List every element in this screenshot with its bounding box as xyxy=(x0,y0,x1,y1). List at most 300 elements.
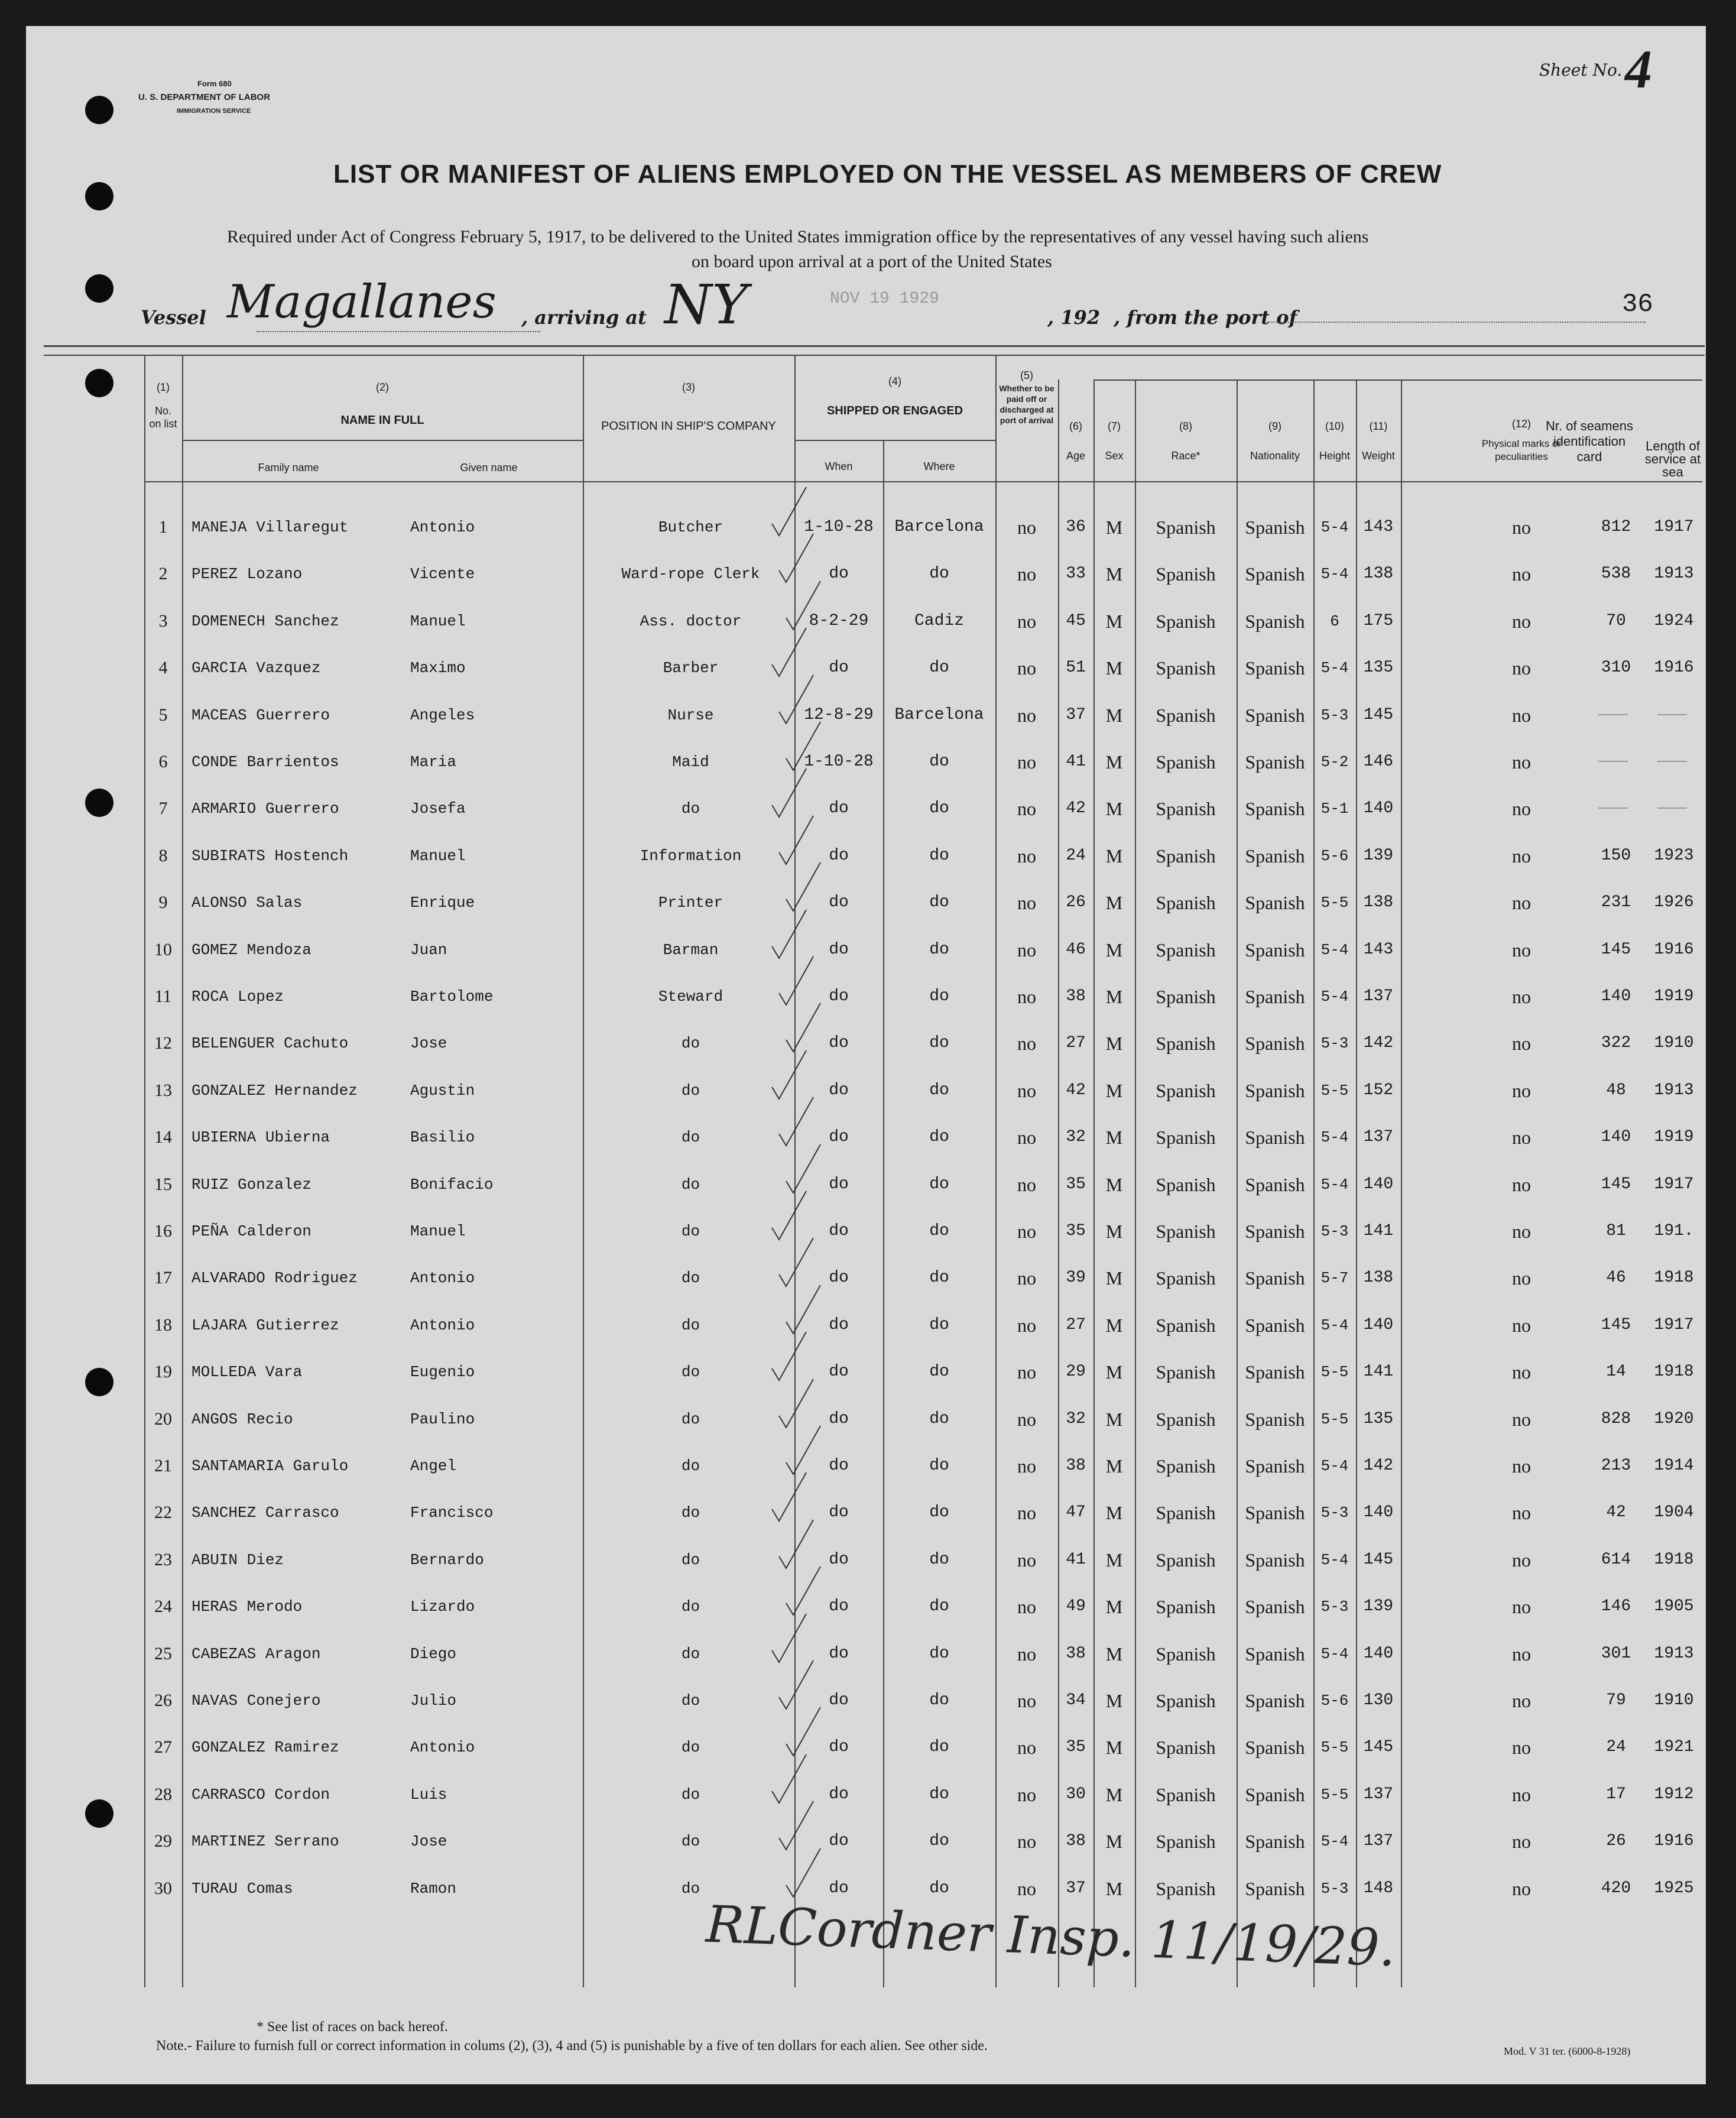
cell-marks: no xyxy=(1512,1033,1531,1054)
cell-family: SANCHEZ Carrasco xyxy=(192,1504,339,1522)
cell-paid: no xyxy=(1017,1549,1036,1571)
col12-heading: Physical marks or peculiarities xyxy=(1481,438,1562,462)
cell-height: 5-4 xyxy=(1320,659,1349,677)
cell-no: 14 xyxy=(154,1127,172,1147)
col4-number: (4) xyxy=(888,375,901,387)
cell-family: ROCA Lopez xyxy=(192,988,284,1006)
cell-where: do xyxy=(929,1034,949,1052)
check-mark xyxy=(786,1285,820,1334)
sheet-number: 4 xyxy=(1625,39,1652,99)
col2a-heading: Family name xyxy=(258,462,319,473)
cell-age: 30 xyxy=(1066,1785,1086,1804)
cell-marks: no xyxy=(1512,1315,1531,1336)
cell-card: 420 xyxy=(1601,1879,1631,1898)
cell-service: 1916 xyxy=(1654,1832,1694,1850)
cell-weight: 139 xyxy=(1363,1597,1394,1616)
cell-weight: 145 xyxy=(1363,1551,1394,1569)
cell-when: do xyxy=(829,659,849,677)
cell-height: 5-5 xyxy=(1320,1786,1349,1804)
col9-heading: Nationality xyxy=(1250,450,1300,462)
cell-no: 29 xyxy=(154,1831,172,1851)
cell-age: 27 xyxy=(1066,1034,1086,1052)
cell-service: 1919 xyxy=(1654,1128,1694,1146)
cell-card: 213 xyxy=(1601,1457,1631,1475)
check-mark xyxy=(779,534,813,582)
cell-given: Jose xyxy=(410,1034,447,1052)
cell-marks: no xyxy=(1512,1455,1531,1477)
col10-heading: Height xyxy=(1319,450,1351,462)
cell-marks: no xyxy=(1512,1690,1531,1711)
cell-given: Bernardo xyxy=(410,1551,484,1569)
cell-race: Spanish xyxy=(1156,1267,1216,1289)
cell-sex: M xyxy=(1105,1878,1123,1899)
cell-nationality: Spanish xyxy=(1245,751,1305,773)
cell-service: 1905 xyxy=(1654,1597,1694,1616)
cell-nationality: Spanish xyxy=(1245,1502,1305,1523)
cell-age: 38 xyxy=(1066,987,1086,1006)
cell-weight: 138 xyxy=(1363,565,1394,583)
cell-paid: no xyxy=(1017,1267,1036,1289)
cell-race: Spanish xyxy=(1156,1033,1216,1054)
cell-service: 1912 xyxy=(1654,1785,1694,1804)
cell-given: Bartolome xyxy=(410,988,494,1006)
cell-position: do xyxy=(681,1645,700,1663)
cell-where: do xyxy=(929,753,949,771)
col3-heading: POSITION IN SHIP'S COMPANY xyxy=(601,420,776,433)
check-mark xyxy=(779,1660,813,1709)
cell-marks: no xyxy=(1512,1878,1531,1899)
cell-sex: M xyxy=(1105,751,1123,773)
cell-height: 5-5 xyxy=(1320,1410,1349,1428)
check-mark xyxy=(772,1614,806,1662)
cell-when: do xyxy=(829,987,849,1006)
cell-race: Spanish xyxy=(1156,939,1216,961)
cell-height: 5-5 xyxy=(1320,1738,1349,1756)
cell-given: Diego xyxy=(410,1645,457,1663)
cell-height: 5-5 xyxy=(1320,894,1349,912)
cell-family: HERAS Merodo xyxy=(192,1598,303,1616)
cell-no: 11 xyxy=(154,987,172,1006)
cell-where: do xyxy=(929,893,949,912)
cell-weight: 140 xyxy=(1363,1503,1394,1522)
cell-no: 27 xyxy=(154,1737,172,1757)
cell-given: Basilio xyxy=(410,1128,475,1146)
cell-height: 5-5 xyxy=(1320,1082,1349,1099)
col12-number: (12) xyxy=(1511,418,1531,430)
cell-nationality: Spanish xyxy=(1245,1409,1305,1430)
cell-marks: no xyxy=(1512,1831,1531,1852)
cell-age: 46 xyxy=(1066,940,1086,959)
cell-nationality: Spanish xyxy=(1245,1784,1305,1805)
cell-where: do xyxy=(929,1551,949,1569)
cell-family: ALONSO Salas xyxy=(192,894,303,912)
cell-when: do xyxy=(829,1034,849,1052)
col5-number: (5) xyxy=(1020,369,1033,381)
cell-sex: M xyxy=(1105,1221,1123,1242)
cell-given: Ramon xyxy=(410,1880,457,1898)
col11-number: (11) xyxy=(1369,420,1388,432)
cell-family: GONZALEZ Ramirez xyxy=(192,1738,339,1756)
cell-position: do xyxy=(681,1269,700,1287)
cell-race: Spanish xyxy=(1156,1690,1216,1711)
cell-race: Spanish xyxy=(1156,1643,1216,1665)
cell-card: 48 xyxy=(1606,1081,1626,1099)
cell-sex: M xyxy=(1105,1502,1123,1523)
cell-age: 41 xyxy=(1066,1551,1086,1569)
cell-age: 26 xyxy=(1066,893,1086,912)
cell-height: 5-3 xyxy=(1320,1880,1349,1898)
cell-no: 12 xyxy=(154,1033,172,1053)
check-mark xyxy=(786,1426,820,1474)
cell-race: Spanish xyxy=(1156,1878,1216,1899)
cell-nationality: Spanish xyxy=(1245,563,1305,585)
cell-race: Spanish xyxy=(1156,1361,1216,1383)
check-mark xyxy=(772,628,806,676)
vessel-name: Magallanes xyxy=(227,275,497,329)
cell-paid: no xyxy=(1017,1315,1036,1336)
cell-sex: M xyxy=(1105,1831,1123,1852)
cell-where: do xyxy=(929,1081,949,1099)
cell-height: 5-3 xyxy=(1320,1034,1349,1052)
check-mark xyxy=(772,487,806,536)
cell-where: do xyxy=(929,659,949,677)
cell-no: 1 xyxy=(158,517,168,537)
cell-age: 41 xyxy=(1066,753,1086,771)
cell-age: 45 xyxy=(1066,612,1086,630)
cell-position: Printer xyxy=(658,894,723,912)
cell-when: do xyxy=(829,846,849,865)
cell-height: 5-4 xyxy=(1320,941,1349,959)
cell-card: 140 xyxy=(1601,1128,1631,1146)
cell-where: Barcelona xyxy=(894,518,984,536)
cell-marks: no xyxy=(1512,563,1531,585)
cell-age: 29 xyxy=(1066,1363,1086,1381)
cell-family: ALVARADO Rodriguez xyxy=(192,1269,358,1287)
arriving-label: , arriving at xyxy=(521,306,647,329)
cell-position: do xyxy=(681,1128,700,1146)
cell-sex: M xyxy=(1105,517,1123,538)
cell-marks: no xyxy=(1512,1596,1531,1617)
cell-weight: 146 xyxy=(1363,753,1394,771)
cell-family: CABEZAS Aragon xyxy=(192,1645,321,1663)
cell-when: 12-8-29 xyxy=(804,706,874,724)
cell-no: 16 xyxy=(154,1221,172,1241)
cell-paid: no xyxy=(1017,1455,1036,1477)
check-mark xyxy=(779,1801,813,1850)
cell-family: BELENGUER Cachuto xyxy=(192,1034,349,1052)
cell-position: Butcher xyxy=(658,518,723,536)
cell-where: do xyxy=(929,987,949,1006)
cell-where: do xyxy=(929,1691,949,1710)
cell-height: 5-4 xyxy=(1320,518,1349,536)
check-mark xyxy=(772,768,806,817)
check-mark xyxy=(786,581,820,630)
cell-family: SANTAMARIA Garulo xyxy=(192,1457,349,1475)
cell-no: 9 xyxy=(158,893,168,912)
cell-given: Enrique xyxy=(410,894,475,912)
cell-nationality: Spanish xyxy=(1245,986,1305,1007)
check-mark xyxy=(786,1707,820,1756)
cell-height: 5-3 xyxy=(1320,1598,1349,1616)
cell-height: 5-3 xyxy=(1320,1504,1349,1522)
cell-service: 1921 xyxy=(1654,1738,1694,1756)
cell-position: Maid xyxy=(672,753,709,771)
cell-weight: 138 xyxy=(1363,1269,1394,1287)
cell-when: 1-10-28 xyxy=(804,518,874,536)
col11-heading: Weight xyxy=(1362,450,1395,462)
form-title: LIST OR MANIFEST OF ALIENS EMPLOYED ON THE VESSEL AS MEMBERS OF CREW xyxy=(333,160,1442,189)
col13-heading: Nr. of seamens identification card xyxy=(1546,419,1633,464)
col5-heading: Whether to be paid off or discharged at port of arrival xyxy=(999,384,1054,425)
col1-heading: No. on list xyxy=(149,405,177,430)
cell-marks: no xyxy=(1512,1127,1531,1148)
cell-no: 21 xyxy=(154,1456,172,1475)
cell-where: do xyxy=(929,1597,949,1616)
cell-paid: no xyxy=(1017,611,1036,632)
cell-where: do xyxy=(929,565,949,583)
cell-family: RUIZ Gonzalez xyxy=(192,1176,311,1193)
cell-paid: no xyxy=(1017,1502,1036,1523)
cell-family: PEÑA Calderon xyxy=(192,1222,311,1240)
cell-nationality: Spanish xyxy=(1245,705,1305,726)
cell-age: 24 xyxy=(1066,846,1086,865)
cell-card: 46 xyxy=(1606,1269,1626,1287)
from-port-label: , from the port of xyxy=(1114,306,1297,329)
cell-height: 5-4 xyxy=(1320,565,1349,583)
cell-service: 1913 xyxy=(1654,1081,1694,1099)
cell-family: ANGOS Recio xyxy=(192,1410,293,1428)
col2-number: (2) xyxy=(376,381,389,393)
cell-no: 20 xyxy=(154,1409,172,1429)
cell-family: MOLLEDA Vara xyxy=(192,1363,303,1381)
cell-when: do xyxy=(829,1785,849,1804)
cell-height: 5-3 xyxy=(1320,1222,1349,1240)
cell-sex: M xyxy=(1105,1127,1123,1148)
cell-when: do xyxy=(829,565,849,583)
cell-sex: M xyxy=(1105,611,1123,632)
cell-given: Jose xyxy=(410,1832,447,1850)
check-mark xyxy=(779,956,813,1005)
cell-where: do xyxy=(929,1645,949,1663)
cell-card: 828 xyxy=(1601,1410,1631,1428)
cell-weight: 152 xyxy=(1363,1081,1394,1099)
cell-service: 1904 xyxy=(1654,1503,1694,1522)
cell-marks: no xyxy=(1512,1502,1531,1523)
col4a-heading: When xyxy=(825,460,853,472)
cell-marks: no xyxy=(1512,657,1531,679)
cell-age: 33 xyxy=(1066,565,1086,583)
col14-heading: Length of service at sea xyxy=(1644,439,1701,479)
cell-card: 614 xyxy=(1601,1551,1631,1569)
cell-paid: no xyxy=(1017,1737,1036,1758)
cell-given: Antonio xyxy=(410,518,475,536)
cell-paid: no xyxy=(1017,1784,1036,1805)
cell-position: do xyxy=(681,1222,700,1240)
cell-marks: no xyxy=(1512,611,1531,632)
cell-position: Information xyxy=(640,847,742,865)
cell-position: do xyxy=(681,1832,700,1850)
col10-number: (10) xyxy=(1325,420,1344,432)
cell-age: 42 xyxy=(1066,1081,1086,1099)
cell-service: 1917 xyxy=(1654,1316,1694,1334)
cell-given: Manuel xyxy=(410,612,466,630)
cell-nationality: Spanish xyxy=(1245,1267,1305,1289)
cell-paid: no xyxy=(1017,798,1036,819)
cell-age: 35 xyxy=(1066,1738,1086,1756)
cell-card: 140 xyxy=(1601,987,1631,1006)
form-subtitle-1: Required under Act of Congress February 5, 1917, to be delivered to the United States immigration office by the representatives of any vessel having such aliens xyxy=(227,227,1369,246)
cell-service: 1917 xyxy=(1654,1175,1694,1193)
cell-weight: 141 xyxy=(1363,1363,1394,1381)
cell-family: UBIERNA Ubierna xyxy=(192,1128,330,1146)
cell-family: GONZALEZ Hernandez xyxy=(192,1082,358,1099)
cell-height: 5-4 xyxy=(1320,1832,1349,1850)
cell-race: Spanish xyxy=(1156,657,1216,679)
cell-service: 1925 xyxy=(1654,1879,1694,1898)
cell-position: Barber xyxy=(663,659,719,677)
cell-where: do xyxy=(929,1222,949,1240)
cell-service: 1913 xyxy=(1654,565,1694,583)
cell-marks: no xyxy=(1512,1361,1531,1383)
cell-card: 301 xyxy=(1601,1645,1631,1663)
cell-given: Manuel xyxy=(410,847,466,865)
cell-nationality: Spanish xyxy=(1245,1221,1305,1242)
cell-where: do xyxy=(929,1269,949,1287)
cell-card: 150 xyxy=(1601,846,1631,865)
cell-service: 1923 xyxy=(1654,846,1694,865)
cell-marks: no xyxy=(1512,986,1531,1007)
cell-marks: no xyxy=(1512,705,1531,726)
cell-height: 5-4 xyxy=(1320,988,1349,1006)
cell-weight: 143 xyxy=(1363,518,1394,536)
cell-weight: 142 xyxy=(1363,1457,1394,1475)
check-mark xyxy=(772,1191,806,1240)
cell-service: 1920 xyxy=(1654,1410,1694,1428)
cell-nationality: Spanish xyxy=(1245,1737,1305,1758)
cell-position: do xyxy=(681,1786,700,1804)
cell-given: Vicente xyxy=(410,565,475,583)
cell-age: 35 xyxy=(1066,1175,1086,1193)
penalty-note: Note.- Failure to furnish full or correct information in colums (2), (3), 4 and (5) is punishable by a five of ten dollars for each alien. See other side. xyxy=(156,2038,988,2054)
cell-race: Spanish xyxy=(1156,1831,1216,1852)
cell-marks: no xyxy=(1512,1174,1531,1195)
cell-no: 3 xyxy=(158,611,168,631)
cell-family: GOMEZ Mendoza xyxy=(192,941,311,959)
cell-paid: no xyxy=(1017,1221,1036,1242)
cell-weight: 137 xyxy=(1363,987,1394,1006)
cell-sex: M xyxy=(1105,1596,1123,1617)
cell-service: 1926 xyxy=(1654,893,1694,912)
cell-paid: no xyxy=(1017,1878,1036,1899)
cell-service: 1910 xyxy=(1654,1034,1694,1052)
cell-age: 37 xyxy=(1066,706,1086,724)
cell-family: CARRASCO Cordon xyxy=(192,1786,330,1804)
cell-no: 18 xyxy=(154,1315,172,1335)
cell-service: 1913 xyxy=(1654,1645,1694,1663)
col9-number: (9) xyxy=(1268,420,1281,432)
sheet-label: Sheet No. xyxy=(1539,60,1623,80)
cell-when: do xyxy=(829,1597,849,1616)
cell-no: 22 xyxy=(154,1503,172,1522)
cell-no: 5 xyxy=(158,705,168,725)
cell-paid: no xyxy=(1017,1080,1036,1101)
check-marks xyxy=(26,26,1706,2084)
cell-given: Julio xyxy=(410,1692,457,1710)
cell-family: MACEAS Guerrero xyxy=(192,706,330,724)
cell-family: MARTINEZ Serrano xyxy=(192,1832,339,1850)
cell-race: Spanish xyxy=(1156,1080,1216,1101)
cell-no: 25 xyxy=(154,1644,172,1663)
cell-height: 6 xyxy=(1330,612,1339,630)
cell-family: GARCIA Vazquez xyxy=(192,659,321,677)
col8-number: (8) xyxy=(1179,420,1192,432)
cell-service: 1918 xyxy=(1654,1551,1694,1569)
col2-heading: NAME IN FULL xyxy=(340,414,424,427)
manifest-sheet xyxy=(26,26,1706,2084)
cell-age: 49 xyxy=(1066,1597,1086,1616)
cell-paid: no xyxy=(1017,1174,1036,1195)
cell-when: do xyxy=(829,1222,849,1240)
cell-marks: no xyxy=(1512,1737,1531,1758)
cell-given: Manuel xyxy=(410,1222,466,1240)
cell-weight: 140 xyxy=(1363,1645,1394,1663)
cell-height: 5-6 xyxy=(1320,847,1349,865)
cell-service: 1910 xyxy=(1654,1691,1694,1710)
cell-age: 47 xyxy=(1066,1503,1086,1522)
cell-when: 8-2-29 xyxy=(809,612,869,630)
cell-nationality: Spanish xyxy=(1245,1831,1305,1852)
cell-no: 17 xyxy=(154,1268,172,1287)
cell-sex: M xyxy=(1105,1267,1123,1289)
cell-sex: M xyxy=(1105,986,1123,1007)
cell-when: do xyxy=(829,1551,849,1569)
cell-when: do xyxy=(829,893,849,912)
cell-sex: M xyxy=(1105,939,1123,961)
cell-service: 1919 xyxy=(1654,987,1694,1006)
cell-paid: no xyxy=(1017,1596,1036,1617)
cell-height: 5-3 xyxy=(1320,706,1349,724)
cell-weight: 135 xyxy=(1363,1410,1394,1428)
cell-position: do xyxy=(681,1410,700,1428)
cell-weight: 137 xyxy=(1363,1128,1394,1146)
cell-when: do xyxy=(829,1410,849,1428)
cell-family: ABUIN Diez xyxy=(192,1551,284,1569)
cell-marks: no xyxy=(1512,1784,1531,1805)
cell-position: Steward xyxy=(658,988,723,1006)
cell-age: 51 xyxy=(1066,659,1086,677)
cell-no: 6 xyxy=(158,752,168,771)
cell-race: Spanish xyxy=(1156,1174,1216,1195)
check-mark xyxy=(779,1238,813,1286)
cell-height: 5-4 xyxy=(1320,1176,1349,1193)
cell-weight: 138 xyxy=(1363,893,1394,912)
cell-where: do xyxy=(929,1503,949,1522)
cell-weight: 142 xyxy=(1363,1034,1394,1052)
cell-where: Cadiz xyxy=(914,612,964,630)
form-subtitle-2: on board upon arrival at a port of the United States xyxy=(692,252,1052,271)
cell-nationality: Spanish xyxy=(1245,1033,1305,1054)
cell-sex: M xyxy=(1105,1361,1123,1383)
cell-where: Barcelona xyxy=(894,706,984,724)
cell-nationality: Spanish xyxy=(1245,517,1305,538)
cell-race: Spanish xyxy=(1156,1455,1216,1477)
cell-race: Spanish xyxy=(1156,798,1216,819)
cell-marks: no xyxy=(1512,1080,1531,1101)
cell-race: Spanish xyxy=(1156,845,1216,867)
cell-where: do xyxy=(929,1832,949,1850)
cell-card: 145 xyxy=(1601,1175,1631,1193)
cell-marks: no xyxy=(1512,892,1531,913)
